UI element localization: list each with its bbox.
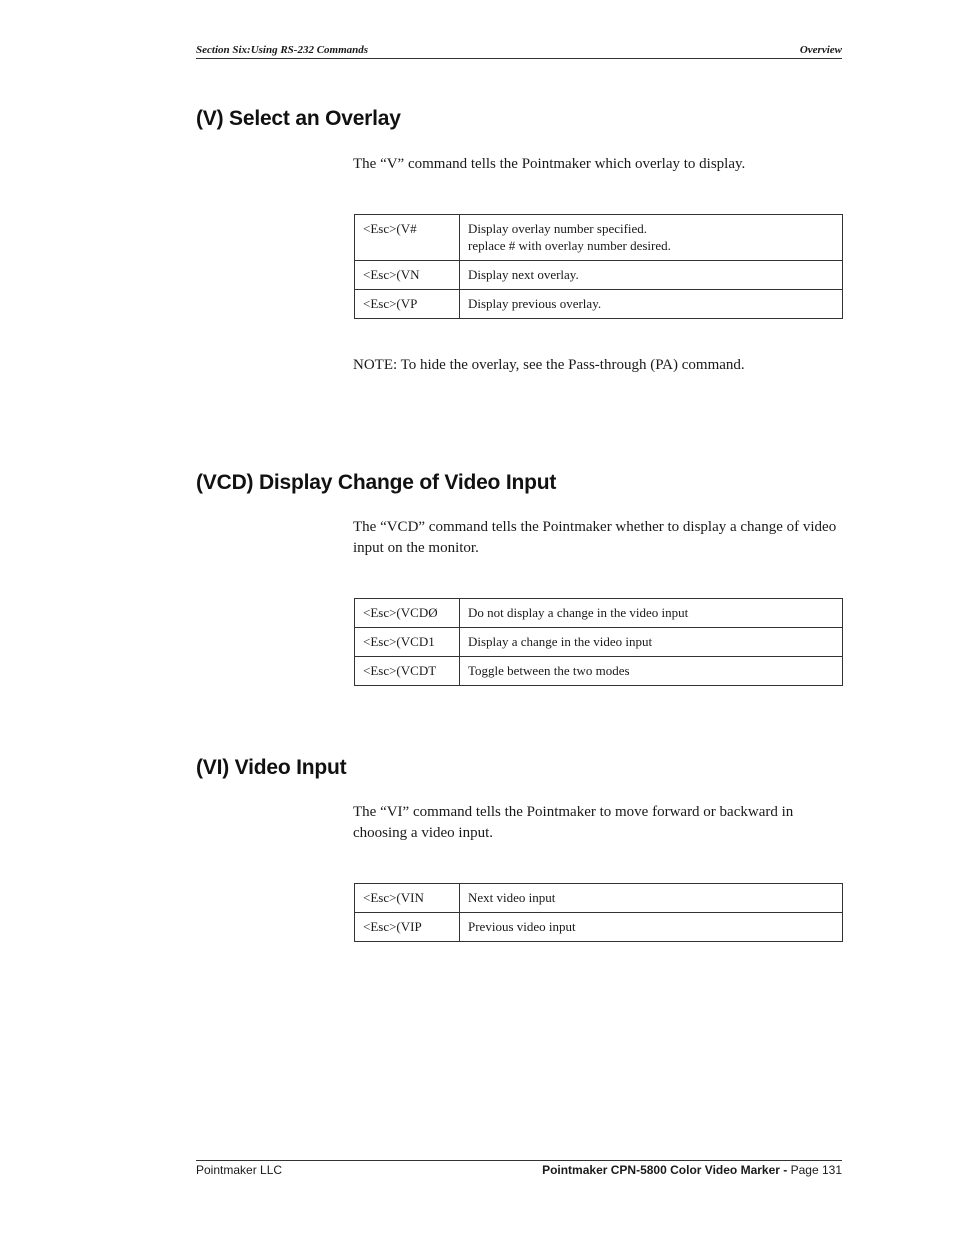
table-row (355, 215, 843, 261)
footer-product-name: Pointmaker CPN-5800 Color Video Marker - (542, 1163, 788, 1177)
command-table-v (354, 214, 843, 319)
description-cell: Display previous overlay. (460, 290, 843, 319)
section-note-v: NOTE: To hide the overlay, see the Pass-through (PA) command. (353, 357, 745, 373)
description-cell: Toggle between the two modes (460, 657, 843, 686)
table-row (355, 657, 843, 686)
table-row (355, 884, 843, 913)
footer-company: Pointmaker LLC (196, 1163, 283, 1177)
command-cell: <Esc>(V# (355, 215, 460, 261)
command-cell: <Esc>(VCD1 (355, 628, 460, 657)
description-line: Display overlay number specified. (468, 221, 648, 236)
description-cell: Do not display a change in the video input (460, 599, 843, 628)
table-row (355, 628, 843, 657)
description-cell: Display next overlay. (460, 261, 843, 290)
command-table-vcd (354, 598, 843, 686)
description-cell: Previous video input (460, 913, 843, 942)
header-topic-label: Overview (799, 44, 842, 56)
command-cell: <Esc>(VN (355, 261, 460, 290)
table-row (355, 913, 843, 942)
description-line: replace # with overlay number desired. (468, 238, 671, 253)
command-cell: <Esc>(VCDØ (355, 599, 460, 628)
table-row (355, 261, 843, 290)
header-section-label: Section Six:Using RS-232 Commands (196, 44, 369, 56)
section-title-vi: (VI) Video Input (196, 756, 347, 779)
description-cell: Next video input (460, 884, 843, 913)
running-header (196, 44, 842, 59)
command-cell: <Esc>(VP (355, 290, 460, 319)
table-row (355, 290, 843, 319)
running-footer (196, 1160, 842, 1177)
description-cell: Display a change in the video input (460, 628, 843, 657)
description-cell (460, 215, 843, 261)
command-cell: <Esc>(VCDT (355, 657, 460, 686)
footer-page-number: Page 131 (790, 1163, 842, 1177)
command-table-vi (354, 883, 843, 942)
section-title-v: (V) Select an Overlay (196, 107, 401, 130)
footer-page-info (542, 1163, 842, 1177)
table-row (355, 599, 843, 628)
command-cell: <Esc>(VIP (355, 913, 460, 942)
section-title-vcd: (VCD) Display Change of Video Input (196, 471, 557, 494)
section-intro-vi: The “VI” command tells the Pointmaker to move forward or backward in choosing a video input. (353, 804, 794, 841)
section-intro-v: The “V” command tells the Pointmaker which overlay to display. (353, 156, 746, 172)
command-cell: <Esc>(VIN (355, 884, 460, 913)
section-intro-vcd: The “VCD” command tells the Pointmaker whether to display a change of video input on the monitor. (353, 519, 837, 556)
